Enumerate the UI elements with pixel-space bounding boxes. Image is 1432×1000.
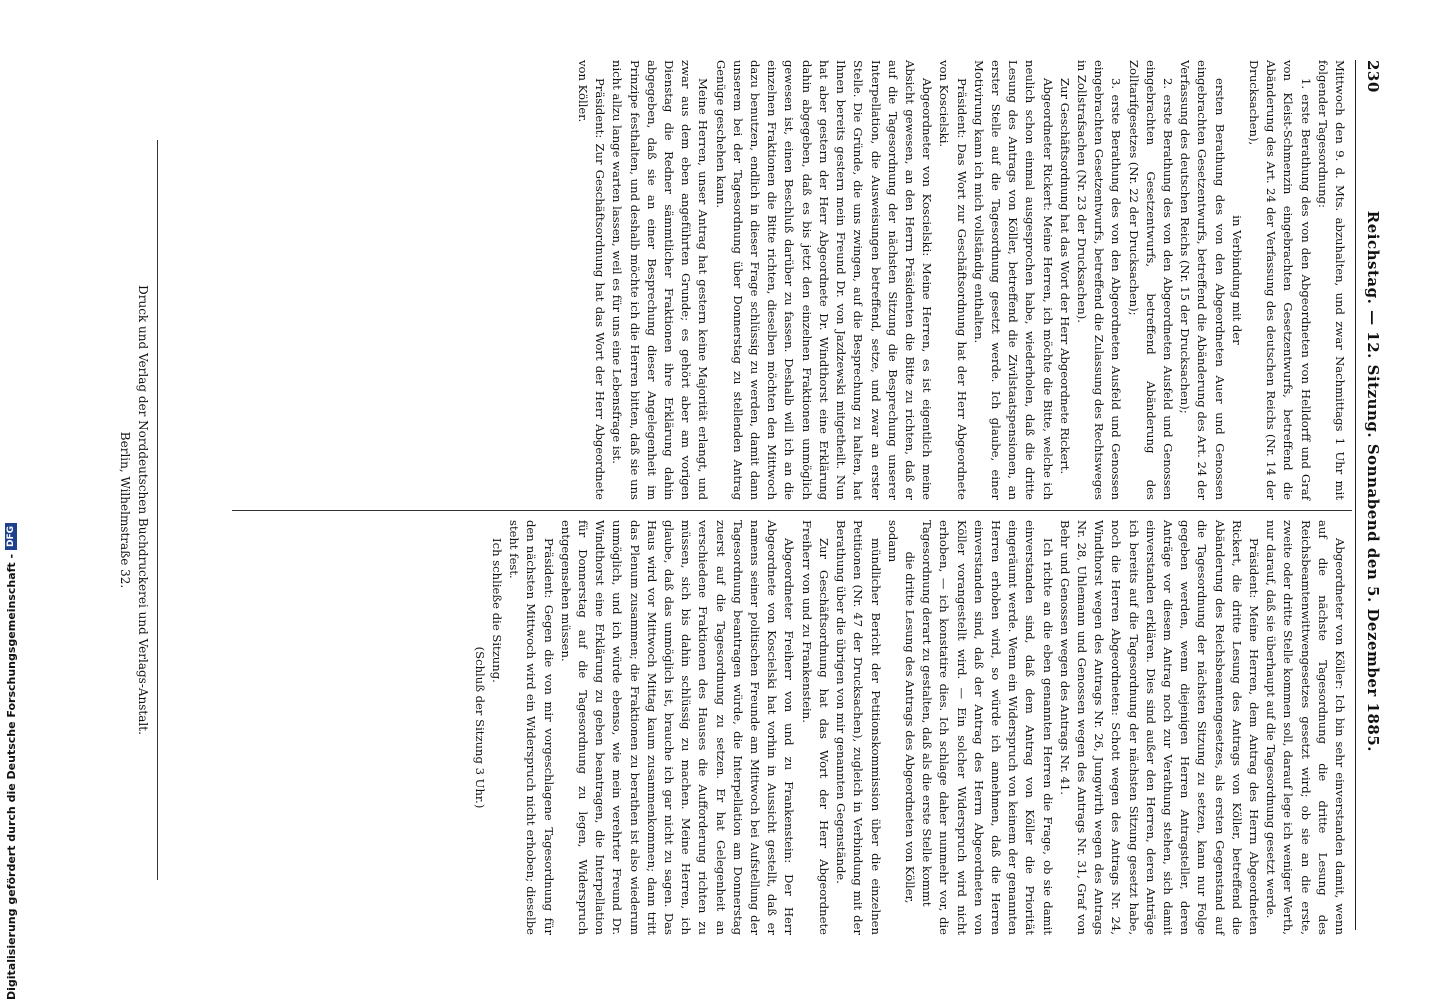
left-column (574, 60, 1348, 500)
dfg-logo: DFG (5, 523, 17, 550)
header-rule (1355, 60, 1356, 930)
column-divider (232, 510, 1352, 511)
paragraph: 1. erste Berathung des von den Abgeordneten von Helldorff und Graf von Kleist-Schmenzin eingebrachten Gesetzentwurfs, betreffend die Abänderung des Art. 24 der Verfassung des deutschen Reichs (Nr. 14 der Drucksachen), (1246, 60, 1313, 500)
paragraph: die dritte Lesung des Antrags des Abgeordneten von Köller, (902, 551, 917, 904)
paragraph: (Schluß der Sitzung 3 Uhr.) (472, 646, 487, 809)
imprint-line: Druck und Verlag der Norddeutschen Buchdruckerei und Verlags-Anstalt. (136, 285, 150, 735)
paragraph: Abgeordneter von Köller: Ich bin sehr einverstanden damit, wenn auf die nächste Tagesordnung die dritte Lesung des Reichsbeamtenwittwengesetzes gesetzt wird; ob sie an die erste, zweite oder dritte Stelle kommen soll, darauf lege ich weniger Werth, nur darauf, daß sie überhaupt auf die Tagesordnung gesetzt werde. (1264, 520, 1347, 935)
paragraph: Abgeordneter Rickert: Meine Herren, ich möchte die Bitte, welche ich neulich schon einmal ausgesprochen habe, wiederholen, daß die dritte Lesung des Antrags von Köller, betreffend die Zivilstaatspensionen, an erster Stelle auf die Tagesordnung gesetzt werde. Ich glaube, einer Motivirung kann ich mich vollständig enthalten. (971, 60, 1055, 500)
paragraph: Präsident: Meine Herren, dem Antrag des Herrn Abgeordneten Rickert, die dritte Lesung des Antrags von Köller, betreffend die Abänderung des Reichsbeamtengesetzes, als ersten Gegenstand auf die Tagesordnung der nächsten Sitzung zu setzen, kann nur Folge gegeben werden, wenn diejenigen Herren Antragsteller, deren Anträge vor diesem Antrag noch zur Verathung stehen, sich damit einverstanden erklären. Dies sind außer den Herren, deren Anträge ich bereits auf die Tagesordnung der nächsten Sitzung gesetzt habe, noch die Herren Abgeordneten: Schott wegen des Antrags Nr. 24, Windthorst wegen des Antrags Nr. 26, Jungwirth wegen des Antrags Nr. 28, Uhlemann und Genossen wegen des Antrags Nr. 31, Graf von Behr und Genossen wegen des Antrags Nr. 41. (1057, 520, 1261, 935)
paragraph: Präsident: Das Wort zur Geschäftsordnung hat der Herr Abgeordnete von Koscielski. (937, 60, 969, 500)
footer-rule (157, 140, 158, 880)
imprint-line: Berlin, Wilhelmstraße 32. (118, 431, 132, 589)
paragraph: 2. erste Berathung des von den Abgeordneten Ausfeld und Genossen eingebrachten Gesetzentwurfs, betreffend Abänderung des Zolltarifgesetzes (Nr. 22 der Drucksachen); (1126, 60, 1175, 500)
page-number: 230 (1364, 60, 1382, 93)
right-column (471, 520, 1348, 935)
digitization-sidebar (0, 0, 22, 1000)
paragraph: Zur Geschäftsordnung hat das Wort der Herr Abgeordnete Rickert. (1057, 78, 1072, 475)
paragraph: Zur Geschäftsordnung hat das Wort der Herr Abgeordnete Freiherr von und zu Frankenstein. (799, 520, 831, 935)
paragraph: Ich richte an die eben genannten Herren die Frage, ob sie damit einverstanden sind, daß dem Antrag von Köller die Priorität eingeräumt werde. Wenn ein Widerspruch von keinem der genannten Herren erhoben wird, so würde ich annehmen, daß die Herren einverstanden sind, daß der Antrag des Herrn Abgeordneten von Köller vorangestellt wird. — Ein solcher Widerspruch wird nicht erhoben, — ich konstatire dies. Ich schlage daher nunmehr vor, die Tagesordnung derart zu gestalten, daß als die erste Stelle kommt (920, 520, 1055, 935)
paragraph: Abgeordneter von Koscielski: Meine Herren, es ist eigentlich meine Absicht gewesen, an den Herrn Präsidenten die Bitte zu richten, daß er auf die Tagesordnung der nächsten Sitzung die Besprechung unserer Interpellation, die Ausweisungen betreffend, setze, und zwar an erster Stelle. Die Gründe, die uns zwingen, auf die Besprechung zu halten, hat Ihnen bereits gestern mein Freund Dr. von Jazdzewski mitgetheilt. Nun hat aber gestern der Herr Abgeordnete Dr. Windthorst eine Erklärung dahin abgegeben, daß es bis jetzt den einzelnen Fraktionen unmöglich gewesen ist, einen Beschluß darüber zu fassen. Deshalb will ich an die einzelnen Fraktionen die Bitte richten, dieselben möchten den Mittwoch dazu benutzen, endlich in dieser Frage schlüssig zu werden, damit dann unserem bei der Tagesordnung über Donnerstag zu stellenden Antrag Genüge geschehen kann. (713, 60, 935, 500)
paragraph: in Verbindung mit der (1229, 215, 1244, 345)
paragraph: Abgeordneter Freiherr von und zu Frankenstein: Der Herr Abgeordnete von Koscielski hat vorhin in Aussicht gestellt, daß er namens seiner politischen Freunde am Mittwoch bei Aufstellung der Tagesordnung beantragen würde, die Interpellation am Donnerstag zuerst auf die Tagesordnung zu setzen. Er hat Gelegenheit an verschiedene Fraktionen des Hauses die Aufforderung richten zu müssen, sich bis dahin schlüssig zu machen. Meine Herren, ich glaube, daß das unmöglich ist, brauche ich gar nicht zu sagen. Das Haus wird vor Mittwoch Mittag kaum zusammenkommen; dann tritt das Plenum zusammen; die Fraktionen zu berathen ist also wiederum unmöglich, und ich würde ebenso, wie mein verehrter Freund Dr. Windthorst eine Erklärung zu geben beantragen, die Interpellation für Donnerstag auf die Tagesordnung zu legen, Widerspruch entgegensehen müssen. (558, 520, 797, 935)
digitization-label: Digitalisierung gefördert durch die Deutsche Forschungsgemeinschaft - (4, 553, 18, 1000)
paragraph: Präsident: Zur Geschäftsordnung hat das Wort der Herr Abgeordnete von Köller. (576, 60, 608, 500)
paragraph: 3. erste Berathung des von den Abgeordneten Ausfeld und Genossen eingebrachten Gesetzentwurfs, betreffend die Zulassung des Rechtsweges in Zollstrafsachen (Nr. 23 der Drucksachen). (1074, 60, 1124, 500)
page-header (1360, 60, 1386, 930)
paragraph: mündlicher Bericht der Petitionskommission über die einzelnen Petitionen (Nr. 47 der Drucksachen), zugleich in Verbindung mit der Berathung über die übrigen von mir genannten Gegenstände. (834, 520, 883, 935)
paragraph: sodann (885, 520, 900, 563)
page-title: Reichstag. — 12. Sitzung. Sonnabend den 5. Dezember 1885. (1364, 210, 1382, 752)
paragraph: Ich schließe die Sitzung. (490, 538, 505, 683)
paragraph: Präsident: Gegen die von mir vorgeschlagene Tagesordnung für den nächsten Mittwoch wird ein Widerspruch nicht erhoben; dieselbe steht fest. (507, 520, 556, 935)
paragraph: Meine Herren, unser Antrag hat gestern keine Majorität erlangt, und zwar aus dem eben angeführten Grunde; es gehört aber am vorigen Dienstag die Redner sämmtlicher Fraktionen ihre Erklärung dahin abgegeben, daß sie an einer Besprechung dieser Angelegenheit im Prinzipe festhalten, und deshalb möchte ich die Herren bitten, daß sie uns nicht allzu lange warten lassen, weil es für uns eine Lebensfrage ist. (610, 60, 711, 500)
imprint (116, 140, 152, 880)
paragraph: Mittwoch den 9. d. Mts. abzuhalten, und zwar Nachmittags 1 Uhr mit folgender Tagesordnung: (1315, 60, 1347, 500)
paragraph: ersten Berathung des von den Abgeordneten Auer und Genossen eingebrachten Gesetzentwurfs, betreffend die Abänderung des Art. 24 der Verfassung des deutschen Reichs (Nr. 15 der Drucksachen); (1178, 60, 1227, 500)
